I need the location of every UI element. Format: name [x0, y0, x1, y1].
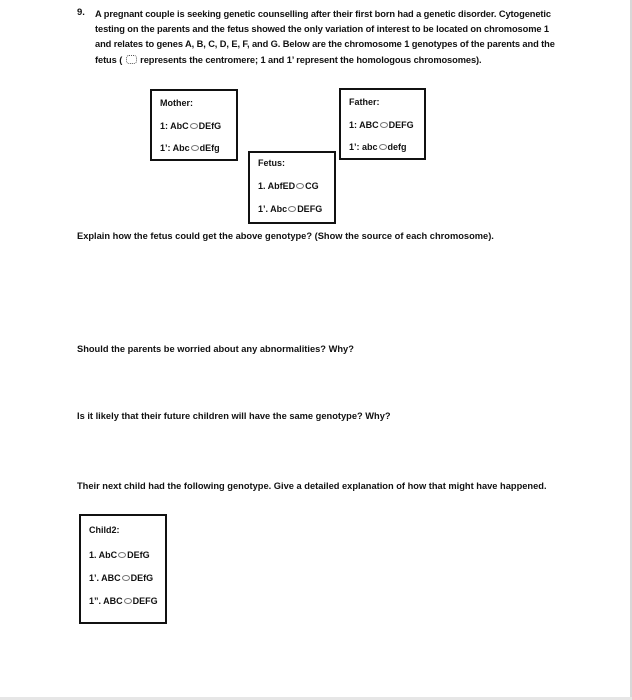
- centromere-icon: [296, 183, 304, 189]
- mother-chromosome-1-prime: [160, 143, 220, 153]
- prompt-explain: Explain how the fetus could get the above genotype? (Show the source of each chromosome).: [77, 231, 494, 241]
- fetus-title: Fetus:: [258, 158, 285, 168]
- father-chr1-right-arm: DEFG: [388, 120, 414, 130]
- centromere-icon: [190, 123, 198, 129]
- child2-chromosome-1: [89, 550, 150, 560]
- child2-title: Child2:: [89, 525, 120, 535]
- mother-chromosome-1: [160, 121, 221, 131]
- centromere-icon: [380, 122, 388, 128]
- father-chr1p-left-arm: 1’: abc: [349, 142, 378, 152]
- mother-chr1p-right-arm: dEfg: [199, 143, 220, 153]
- centromere-icon: [118, 552, 126, 558]
- child2-chromosome-1-prime: [89, 573, 153, 583]
- fetus-genotype-box: [248, 151, 336, 224]
- question-number: 9.: [77, 7, 85, 18]
- child2-chr1p-left-arm: 1’. ABC: [89, 573, 121, 583]
- question-text: [95, 7, 565, 68]
- mother-genotype-box: [150, 89, 238, 161]
- child2-chr1p-right-arm: DEfG: [130, 573, 154, 583]
- father-chromosome-1: [349, 120, 414, 130]
- child2-chr1-left-arm: 1. AbC: [89, 550, 118, 560]
- centromere-icon: [122, 575, 130, 581]
- child2-chr1-right-arm: DEfG: [127, 550, 150, 560]
- prompt-likely: Is it likely that their future children will have the same genotype? Why?: [77, 411, 391, 421]
- mother-chr1-right-arm: DEfG: [198, 121, 222, 131]
- centromere-icon: [379, 144, 387, 150]
- centromere-icon: [191, 145, 199, 151]
- fetus-chromosome-1-prime: [258, 204, 322, 214]
- question-text-part2: represents the centromere; 1 and 1’ represent the homologous chromosomes).: [140, 54, 482, 65]
- fetus-chr1p-right-arm: DEFG: [297, 204, 323, 214]
- child2-chr1pp-right-arm: DEFG: [132, 596, 158, 606]
- prompt-next-child: Their next child had the following genotype. Give a detailed explanation of how that might have happened.: [77, 481, 547, 491]
- child2-chr1pp-left-arm: 1”. ABC: [89, 596, 123, 606]
- father-chr1-left-arm: 1: ABC: [349, 120, 379, 130]
- father-chr1p-right-arm: defg: [387, 142, 407, 152]
- centromere-symbol-icon: [126, 55, 137, 64]
- fetus-chr1-right-arm: CG: [305, 181, 319, 191]
- father-genotype-box: [339, 88, 426, 160]
- mother-chr1-left-arm: 1: AbC: [160, 121, 189, 131]
- prompt-worried: Should the parents be worried about any abnormalities? Why?: [77, 344, 354, 354]
- centromere-icon: [288, 206, 296, 212]
- mother-chr1p-left-arm: 1’: Abc: [160, 143, 190, 153]
- fetus-chr1p-left-arm: 1’. Abc: [258, 204, 288, 214]
- fetus-chromosome-1: [258, 181, 319, 191]
- child2-chromosome-1-double-prime: [89, 596, 158, 606]
- mother-title: Mother:: [160, 98, 193, 108]
- centromere-icon: [124, 598, 132, 604]
- fetus-chr1-left-arm: 1. AbfED: [258, 181, 296, 191]
- father-chromosome-1-prime: [349, 142, 407, 152]
- child2-genotype-box: [79, 514, 167, 624]
- father-title: Father:: [349, 97, 380, 107]
- question-text-part1: A pregnant couple is seeking genetic counselling after their first born had a genetic disorder. Cytogenetic testing on the parents and the fetus showed the only variation of interest to be located on chromosome 1 and relates to genes A, B, C, D, E, F, and G. Below are the chromosome 1 genotypes of the parents and the fetus (: [95, 9, 555, 65]
